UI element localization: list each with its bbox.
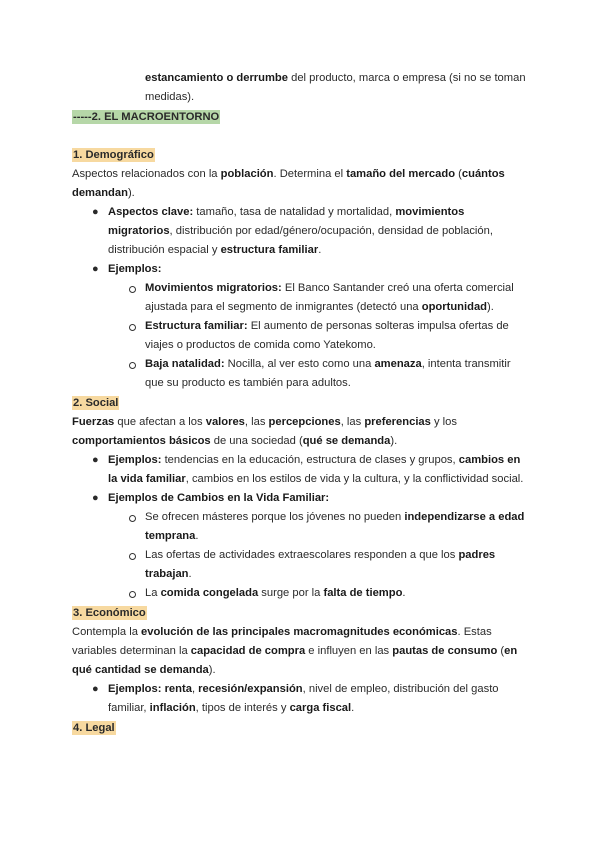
social-paragraph-line-1: Fuerzas que afectan a los valores, las percepciones, las preferencias y los (72, 416, 457, 428)
section-legal-heading (72, 719, 116, 738)
eco-paragraph-line-2: variables determinan la capacidad de compra e influyen en las pautas de consumo (en (72, 645, 518, 657)
eco-ejemplos-line-2: familiar, inflación, tipos de interés y carga fiscal. (108, 702, 355, 714)
demografico-title: 1. Demográfico (73, 149, 154, 161)
bullet-icon: ● (92, 683, 99, 695)
social-paragraph-line-2: comportamientos básicos de una sociedad (qué se demanda). (72, 435, 398, 447)
bullet-icon: ● (92, 492, 99, 504)
demo-ex2-line-1: Estructura familiar: El aumento de personas solteras impulsa ofertas de (145, 320, 509, 332)
social-title: 2. Social (73, 397, 119, 409)
eco-paragraph-line-3: qué cantidad se demanda). (72, 664, 216, 676)
social-c2-line-2: trabajan. (145, 568, 192, 580)
macroentorno-heading (72, 108, 220, 127)
social-c3-line: La comida congelada surge por la falta de tiempo. (145, 587, 406, 599)
intro-text-2: medidas). (145, 91, 195, 103)
demo-ex1-line-2: ajustada para el segmento de inmigrantes (detectó una oportunidad). (145, 301, 494, 313)
demo-ex3-line-1: Baja natalidad: Nocilla, al ver esto como una amenaza, intenta transmitir (145, 358, 511, 370)
circle-bullet-icon (129, 324, 136, 331)
bullet-icon: ● (92, 454, 99, 466)
demo-ejemplos-label: Ejemplos: (108, 263, 162, 275)
demo-ex3-line-2: que su producto es también para adultos. (145, 377, 351, 389)
legal-title: 4. Legal (73, 722, 115, 734)
economico-title: 3. Económico (73, 607, 146, 619)
circle-bullet-icon (129, 591, 136, 598)
social-c1-line-1: Se ofrecen másteres porque los jóvenes no pueden independizarse a edad (145, 511, 525, 523)
circle-bullet-icon (129, 286, 136, 293)
demo-paragraph-line-1: Aspectos relacionados con la población. Determina el tamaño del mercado (cuántos (72, 168, 505, 180)
bullet-icon: ● (92, 263, 99, 275)
social-ejemplos-line-1: Ejemplos: tendencias en la educación, estructura de clases y grupos, cambios en (108, 454, 521, 466)
eco-paragraph-line-1: Contempla la evolución de las principales macromagnitudes económicas. Estas (72, 626, 492, 638)
bullet-icon: ● (92, 206, 99, 218)
intro-line-2 (145, 88, 194, 107)
section-economico-heading (72, 604, 147, 623)
eco-ejemplos-line-1: Ejemplos: renta, recesión/expansión, nivel de empleo, distribución del gasto (108, 683, 499, 695)
circle-bullet-icon (129, 553, 136, 560)
circle-bullet-icon (129, 515, 136, 522)
demo-aspectos-line-1: Aspectos clave: tamaño, tasa de natalidad y mortalidad, movimientos (108, 206, 465, 218)
demo-ex1-line-1: Movimientos migratorios: El Banco Santander creó una oferta comercial (145, 282, 514, 294)
circle-bullet-icon (129, 362, 136, 369)
demo-paragraph-line-2: demandan). (72, 187, 135, 199)
demo-ex2-line-2: viajes o productos de comida como Yatekomo. (145, 339, 376, 351)
section-social-heading (72, 394, 119, 413)
demo-aspectos-line-2: migratorios, distribución por edad/género/ocupación, densidad de población, (108, 225, 493, 237)
section-demografico-heading (72, 146, 155, 165)
demo-aspectos-line-3: distribución espacial y estructura familiar. (108, 244, 322, 256)
macroentorno-title: -----2. EL MACROENTORNO (73, 111, 220, 123)
intro-text: del producto, marca o empresa (si no se toman (288, 72, 526, 84)
social-ejemplos-line-2: la vida familiar, cambios en los estilos de vida y la cultura, y la conflictividad social. (108, 473, 524, 485)
intro-line-1 (145, 69, 526, 88)
social-c1-line-2: temprana. (145, 530, 199, 542)
intro-bold: estancamiento o derrumbe (145, 72, 288, 84)
social-cambios-label: Ejemplos de Cambios en la Vida Familiar: (108, 492, 330, 504)
social-c2-line-1: Las ofertas de actividades extraescolares responden a que los padres (145, 549, 496, 561)
